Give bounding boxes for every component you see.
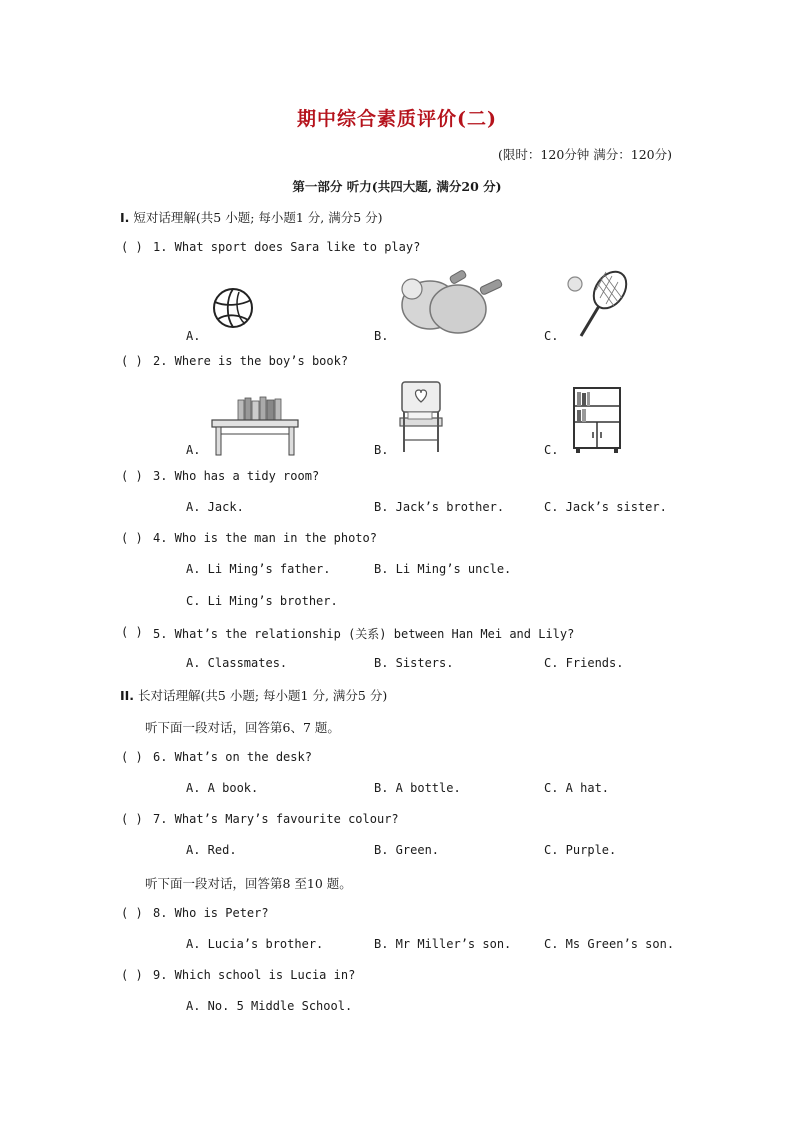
q9-option-a[interactable]: A. No. 5 Middle School. — [186, 999, 353, 1013]
q4-option-b[interactable]: B. Li Ming’s uncle. — [374, 562, 512, 576]
q5-option-a[interactable]: A. Classmates. — [186, 656, 288, 670]
q1-option-c-label[interactable]: C. — [544, 329, 559, 343]
ping-pong-paddles-icon — [400, 267, 506, 335]
q3-option-b[interactable]: B. Jack’s brother. — [374, 500, 505, 514]
section-title: 长对话理解(共5 小题; 每小题1 分, 满分5 分) — [138, 688, 388, 703]
q6-option-b[interactable]: B. A bottle. — [374, 781, 461, 795]
page-title: 期中综合素质评价(二) — [297, 108, 497, 130]
q8-option-a[interactable]: A. Lucia’s brother. — [186, 937, 324, 951]
volleyball-icon — [212, 287, 254, 329]
answer-blank-5[interactable]: ( ) — [121, 625, 143, 639]
q1-option-b-label[interactable]: B. — [374, 329, 389, 343]
q7-option-b[interactable]: B. Green. — [374, 843, 440, 857]
answer-blank-3[interactable]: ( ) — [121, 469, 143, 483]
answer-blank-2[interactable]: ( ) — [121, 354, 143, 368]
section-title: 短对话理解(共5 小题; 每小题1 分, 满分5 分) — [133, 210, 383, 225]
q2-option-a-label[interactable]: A. — [186, 443, 201, 457]
section-heading-1 — [120, 208, 383, 226]
question-7-stem: 7. What’s Mary’s favourite colour? — [153, 812, 399, 826]
question-6-stem: 6. What’s on the desk? — [153, 750, 312, 764]
section-number: I. — [120, 210, 130, 225]
instruction-1: 听下面一段对话，回答第6、7 题。 — [145, 720, 340, 735]
q4-option-a[interactable]: A. Li Ming’s father. — [186, 562, 331, 576]
instruction-2: 听下面一段对话，回答第8 至10 题。 — [145, 876, 352, 891]
answer-blank-4[interactable]: ( ) — [121, 531, 143, 545]
question-4-stem: 4. Who is the man in the photo? — [153, 531, 377, 545]
q1-option-a-label[interactable]: A. — [186, 329, 201, 343]
answer-blank-9[interactable]: ( ) — [121, 968, 143, 982]
question-9-stem: 9. Which school is Lucia in? — [153, 968, 356, 982]
q4-option-c[interactable]: C. Li Ming’s brother. — [186, 594, 338, 608]
answer-blank-1[interactable]: ( ) — [121, 240, 143, 254]
q3-option-a[interactable]: A. Jack. — [186, 500, 244, 514]
q6-option-a[interactable]: A. A book. — [186, 781, 259, 795]
chair-icon — [398, 380, 444, 454]
q2-option-c-label[interactable]: C. — [544, 443, 559, 457]
q6-option-c[interactable]: C. A hat. — [544, 781, 610, 795]
q7-option-c[interactable]: C. Purple. — [544, 843, 617, 857]
q7-option-a[interactable]: A. Red. — [186, 843, 237, 857]
desk-with-books-icon — [210, 394, 300, 456]
answer-blank-6[interactable]: ( ) — [121, 750, 143, 764]
part-one-heading: 第一部分 听力(共四大题, 满分20 分) — [292, 179, 502, 194]
q8-option-c[interactable]: C. Ms Green’s son. — [544, 937, 675, 951]
q3-option-c[interactable]: C. Jack’s sister. — [544, 500, 667, 514]
answer-blank-7[interactable]: ( ) — [121, 812, 143, 826]
section-heading-2 — [120, 686, 387, 704]
question-3-stem: 3. Who has a tidy room? — [153, 469, 320, 483]
time-limit: (限时：120分钟 满分：120分) — [498, 147, 672, 162]
tennis-racket-icon — [566, 268, 630, 340]
question-8-stem: 8. Who is Peter? — [153, 906, 269, 920]
question-1-stem: 1. What sport does Sara like to play? — [153, 240, 421, 254]
q5-option-c[interactable]: C. Friends. — [544, 656, 624, 670]
q5-option-b[interactable]: B. Sisters. — [374, 656, 454, 670]
answer-blank-8[interactable]: ( ) — [121, 906, 143, 920]
section-number: II. — [120, 688, 135, 703]
question-2-stem: 2. Where is the boy’s book? — [153, 354, 349, 368]
question-5-stem: 5. What’s the relationship (关系) between Han Mei and Lily? — [153, 627, 575, 641]
q2-option-b-label[interactable]: B. — [374, 443, 389, 457]
bookcase-icon — [572, 386, 622, 454]
q8-option-b[interactable]: B. Mr Miller’s son. — [374, 937, 512, 951]
